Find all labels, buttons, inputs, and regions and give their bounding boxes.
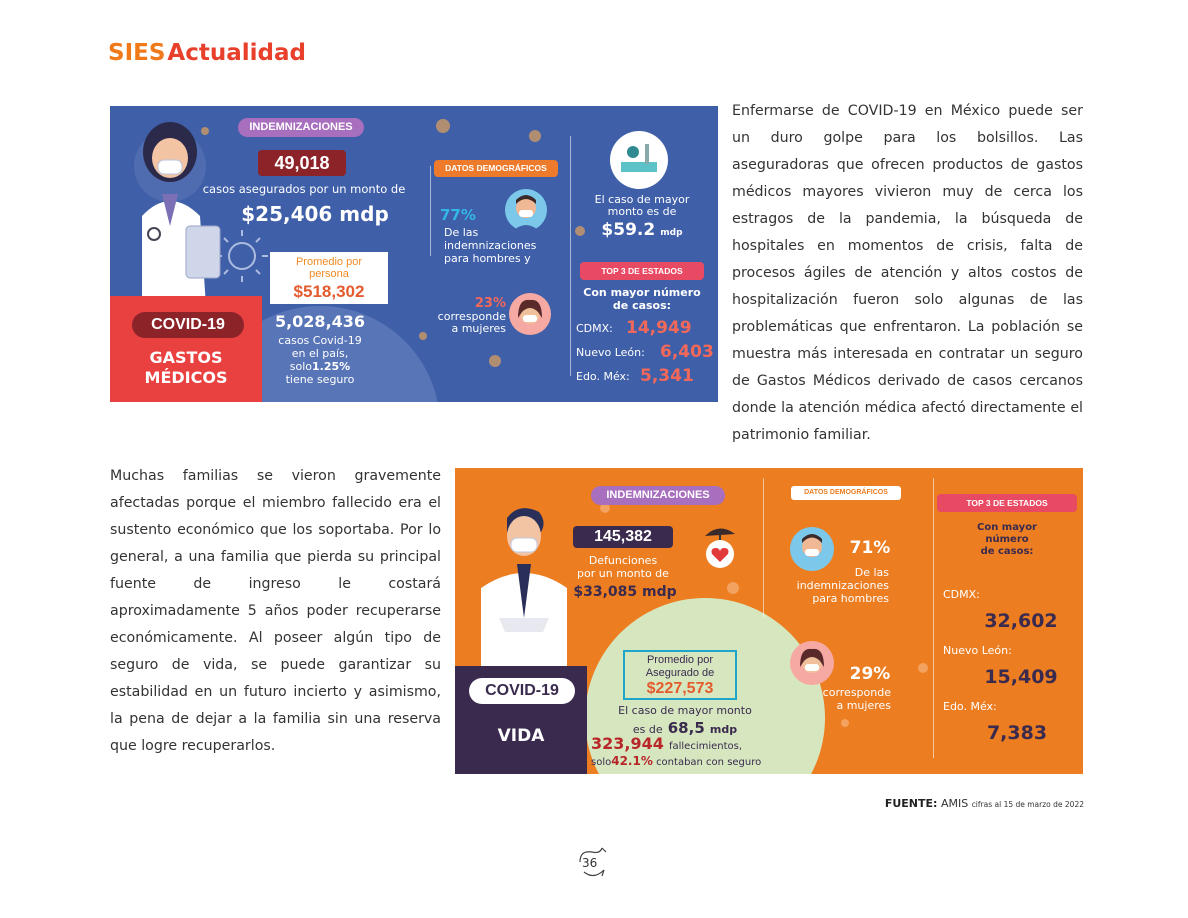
top3-text-2: de casos:: [612, 299, 672, 312]
men-text-2: indemnizaciones: [796, 579, 889, 592]
state-value: 14,949: [626, 318, 692, 338]
state-value: 7,383: [986, 722, 1048, 744]
state-value: 6,403: [660, 342, 714, 362]
max-text-2: monto es de: [607, 205, 677, 218]
state-row: [943, 584, 1073, 640]
men-text-3: para hombres: [812, 592, 889, 605]
men-pct: 71%: [849, 538, 891, 558]
pill-top3: TOP 3 DE ESTADOS: [580, 262, 704, 280]
max-text-1: El caso de mayor monto: [618, 704, 752, 717]
cases-value: 49,018: [258, 150, 346, 176]
state-name: Edo. Méx:: [943, 700, 997, 713]
women-text-1: corresponde: [822, 686, 891, 699]
country-text-1: casos Covid-19: [278, 334, 362, 347]
state-name: Edo. Méx:: [576, 370, 630, 383]
men-text: [773, 566, 889, 605]
promedio-value: $227,573: [646, 680, 714, 697]
women-text: [420, 311, 506, 335]
women-pct: 29%: [849, 664, 891, 684]
promedio-box: [623, 650, 737, 700]
state-row: [576, 318, 716, 342]
section-block-gastos: [110, 296, 262, 402]
state-row: [576, 366, 716, 390]
paragraph-right-text: Enfermarse de COVID-19 en México puede ser un duro golpe para los bolsillos. Las aseguradoras que ofrecen productos de gastos médicos mayores vivieron muy de cerca los estragos de la pandemia, la búsqueda de hospitales en momentos de crisis, falta de procesos ágiles de atención y altos costos de hospitalización fueron solo algunas de las problemáticas que enfrentaron. La población se muestra más interesada en contratar un seguro de Gastos Médicos derivado de casos cercanos donde la atención médica afectó directamente el patrimonio familiar.: [732, 103, 1083, 443]
men-text-3: para hombres y: [444, 252, 531, 265]
state-name: CDMX:: [943, 588, 980, 601]
max-unit: mdp: [660, 228, 683, 238]
promedio-label-2: Asegurado de: [645, 667, 715, 679]
pill-indemnizaciones: INDEMNIZACIONES: [591, 486, 725, 505]
woman-avatar-icon: [789, 640, 835, 686]
men-text-1: De las: [444, 226, 479, 239]
women-pct: 23%: [474, 296, 506, 311]
states-list: [943, 584, 1073, 752]
state-row: [576, 342, 716, 366]
men-pct: 77%: [440, 206, 476, 224]
promedio-value: $518,302: [293, 282, 365, 301]
cases-text: casos asegurados por un monto de: [202, 182, 406, 196]
promedio-label: [625, 654, 735, 680]
deaths-amount: $33,085 mdp: [573, 584, 677, 600]
doctor-man-illustration: [469, 498, 579, 668]
pill-indemnizaciones: INDEMNIZACIONES: [238, 118, 364, 137]
divider: [933, 478, 934, 758]
fuente-note: cifras al 15 de marzo de 2022: [971, 800, 1084, 809]
country-deaths: 323,944: [591, 734, 664, 753]
paragraph-left: [110, 463, 441, 760]
promedio-label-1: Promedio por: [646, 654, 714, 666]
infographic-vida: [455, 468, 1083, 774]
page-number: [576, 846, 612, 880]
state-row: [943, 640, 1073, 696]
fuente-value: AMIS: [940, 797, 969, 810]
country-text-2-pre: solo: [591, 757, 612, 768]
deaths-text-2: por un monto de: [577, 567, 669, 580]
max-value-row: [580, 220, 704, 240]
infographic-gastos-medicos: [110, 106, 718, 402]
max-unit: mdp: [709, 723, 738, 736]
state-value: 32,602: [984, 610, 1058, 632]
deaths-text: [563, 554, 683, 580]
section-header: [108, 40, 306, 66]
top3-text: [967, 522, 1047, 558]
deaths-text-1: Defunciones: [588, 554, 658, 567]
max-text-1: El caso de mayor: [594, 193, 690, 206]
page-number-text: 36: [582, 856, 598, 870]
country-pct: 42.1%: [611, 754, 653, 768]
country-pct: 1.25%: [312, 360, 351, 373]
top3-text-1: Con mayor: [977, 522, 1037, 533]
state-value: 5,341: [640, 366, 694, 386]
top3-text: [576, 286, 708, 312]
max-text: [605, 704, 765, 717]
top3-text-3: de casos:: [980, 546, 1034, 557]
state-name: Nuevo León:: [943, 644, 1012, 657]
max-value: $59.2: [601, 220, 656, 240]
state-name: CDMX:: [576, 322, 613, 335]
cases-amount: $25,406 mdp: [241, 202, 389, 226]
women-text-1: corresponde: [437, 310, 506, 323]
divider: [430, 166, 431, 256]
section-title: VIDA: [497, 726, 545, 746]
pill-top3: TOP 3 DE ESTADOS: [937, 494, 1077, 512]
woman-avatar-icon: [508, 292, 552, 336]
women-text: [795, 686, 891, 712]
deaths-value: 145,382: [573, 526, 673, 548]
state-value: 15,409: [984, 666, 1058, 688]
divider: [763, 478, 764, 618]
country-text: [270, 334, 370, 386]
pill-demograficos: DATOS DEMOGRÁFICOS: [434, 160, 558, 177]
hospital-illustration: [607, 130, 671, 190]
section-title-line1: GASTOS: [149, 348, 223, 367]
paragraph-left-text: Muchas familias se vieron gravemente afectadas porque el miembro fallecido era el sustento económico que los soportaba. Por lo general, a una familia que pierda su principal fuente de ingreso le costará aproximadamente 5 años poder recuperarse económicamente. Al poseer algún tipo de seguro de vida, se puede garantizar su estabilidad en un futuro incierto y asimismo, la pena de dejar a la familia sin una reserva que logre recuperarlos.: [110, 468, 441, 754]
top3-text-1: Con mayor número: [583, 286, 701, 299]
header-actualidad: Actualidad: [167, 40, 306, 66]
promedio-box: [270, 252, 388, 304]
header-sies: SIES: [108, 40, 166, 66]
country-cases: 5,028,436: [274, 312, 366, 331]
divider: [570, 136, 571, 376]
women-text-2: a mujeres: [451, 322, 506, 335]
doctor-woman-illustration: [124, 116, 234, 306]
country-text-2: en el país,: [291, 347, 349, 360]
paragraph-right: [732, 98, 1083, 449]
source-footer: [885, 797, 1084, 810]
country-text-2-post: contaban con seguro: [656, 757, 762, 768]
country-text-4: tiene seguro: [285, 373, 355, 386]
country-deaths-row: [591, 734, 791, 753]
section-block-vida: [455, 666, 587, 774]
covid-label: COVID-19: [132, 312, 244, 338]
max-text-2: es de: [632, 723, 663, 736]
state-row: [943, 696, 1073, 752]
covid-label: COVID-19: [469, 678, 575, 704]
section-title-line2: MÉDICOS: [144, 368, 228, 387]
heart-umbrella-icon: [695, 524, 741, 570]
women-text-2: a mujeres: [836, 699, 891, 712]
men-text-2: indemnizaciones: [444, 239, 537, 252]
max-value: 68,5: [667, 719, 705, 737]
state-name: Nuevo León:: [576, 346, 645, 359]
country-text-row: [591, 754, 791, 768]
states-list: [576, 318, 716, 390]
country-text-3: solo: [289, 360, 313, 373]
country-text-1: fallecimientos,: [668, 741, 743, 752]
pill-demograficos: DATOS DEMOGRÁFICOS: [791, 486, 901, 500]
top3-text-2: número: [985, 534, 1029, 545]
max-text: [580, 194, 704, 218]
men-text-1: De las: [854, 566, 889, 579]
fuente-label: FUENTE:: [884, 797, 938, 810]
promedio-label: Promedio por persona: [295, 256, 363, 280]
man-avatar-icon: [504, 188, 548, 232]
